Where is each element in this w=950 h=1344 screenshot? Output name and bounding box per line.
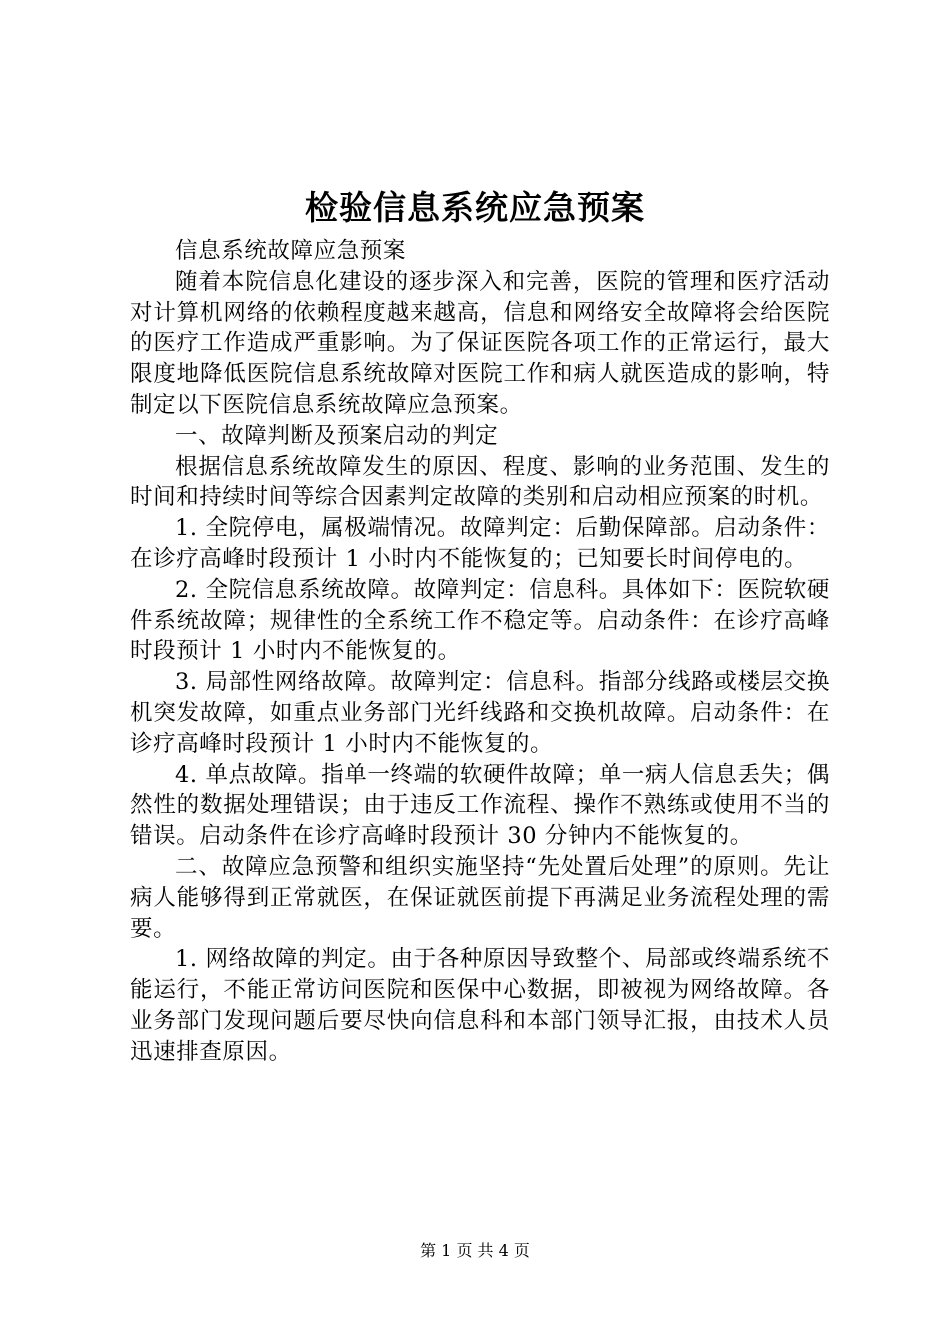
section-heading-2: 二、故障应急预警和组织实施坚持“先处置后处理”的原则。先让病人能够得到正常就医，在保证就医前提下再满足业务流程处理的需要。 bbox=[130, 853, 830, 942]
section-heading-1: 一、故障判断及预案启动的判定 bbox=[175, 422, 499, 449]
list-item-local-network-failure: 3. 局部性网络故障。故障判定：信息科。指部分线路或楼层交换机突发故障，如重点业务部门光纤线路和交换机故障。启动条件：在诊疗高峰时段预计 1 小时内不能恢复的。 bbox=[130, 669, 830, 757]
page-footer: 第 1 页 共 4 页 bbox=[420, 1241, 530, 1260]
document-body bbox=[130, 236, 830, 1068]
paragraph-judgement: 根据信息系统故障发生的原因、程度、影响的业务范围、发生的时间和持续时间等综合因素判定故障的类别和启动相应预案的时机。 bbox=[130, 453, 830, 511]
document-title: 检验信息系统应急预案 bbox=[305, 188, 645, 227]
list-item-power-outage: 1. 全院停电，属极端情况。故障判定：后勤保障部。启动条件：在诊疗高峰时段预计 1 小时内不能恢复的；已知要长时间停电的。 bbox=[130, 515, 830, 572]
list-item-network-judgement: 1. 网络故障的判定。由于各种原因导致整个、局部或终端系统不能运行，不能正常访问医院和医保中心数据，即被视为网络故障。各业务部门发现问题后要尽快向信息科和本部门领导汇报，由技术人员迅速排查原因。 bbox=[130, 946, 830, 1065]
paragraph-subtitle: 信息系统故障应急预案 bbox=[175, 238, 407, 264]
paragraph-intro: 随着本院信息化建设的逐步深入和完善，医院的管理和医疗活动对计算机网络的依赖程度越来越高，信息和网络安全故障将会给医院的医疗工作造成严重影响。为了保证医院各项工作的正常运行，最大限度地降低医院信息系统故障对医院工作和病人就医造成的影响，特制定以下医院信息系统故障应急预案。 bbox=[130, 268, 830, 418]
list-item-system-failure: 2. 全院信息系统故障。故障判定：信息科。具体如下：医院软硬件系统故障；规律性的全系统工作不稳定等。启动条件：在诊疗高峰时段预计 1 小时内不能恢复的。 bbox=[130, 576, 830, 665]
list-item-single-point-failure: 4. 单点故障。指单一终端的软硬件故障；单一病人信息丢失；偶然性的数据处理错误；由于违反工作流程、操作不熟练或使用不当的错误。启动条件在诊疗高峰时段预计 30 分钟内不能恢复的。 bbox=[130, 761, 830, 850]
